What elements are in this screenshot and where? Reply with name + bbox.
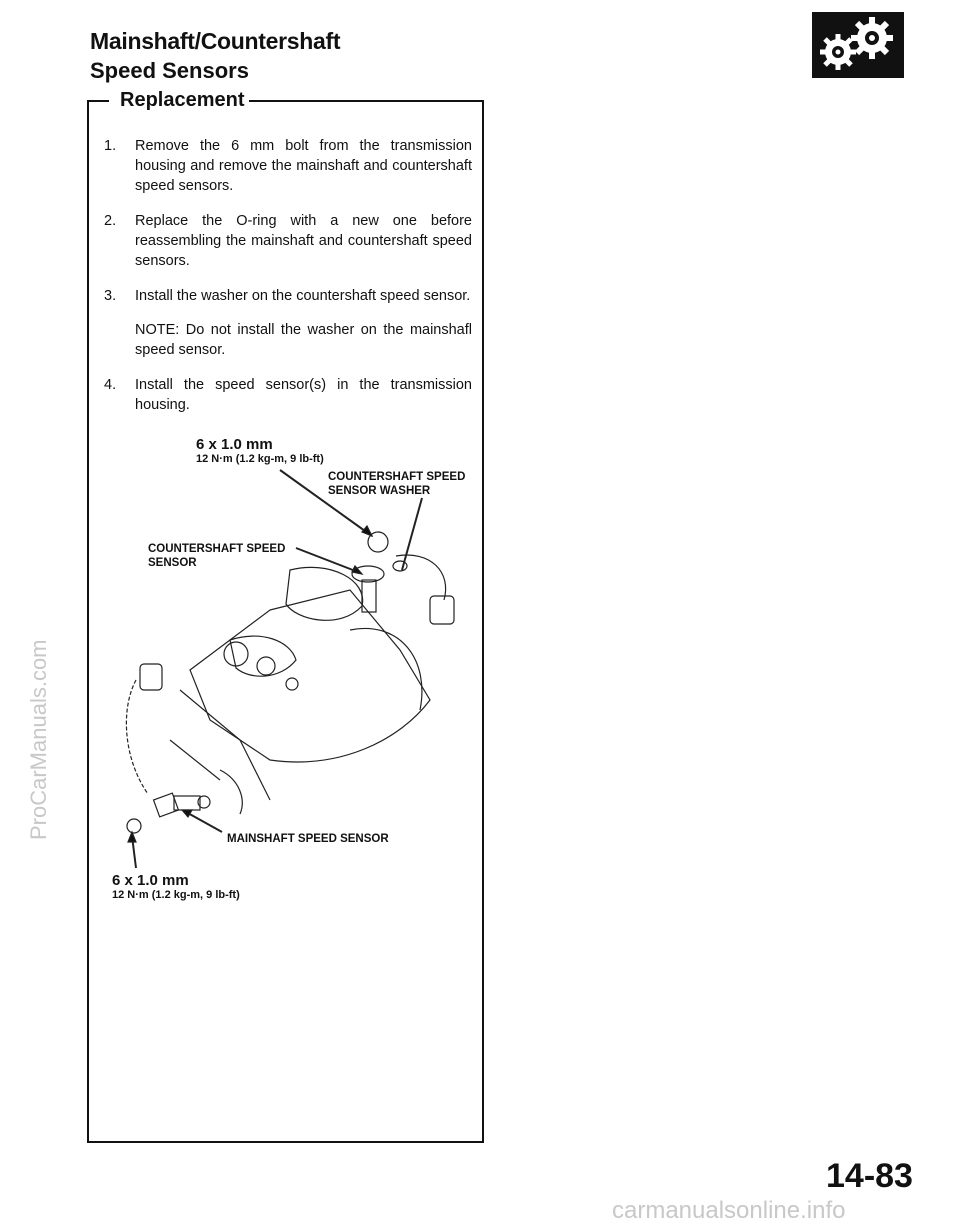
housing-port [257, 657, 275, 675]
bolt-size: 6 x 1.0 mm [196, 436, 273, 453]
housing-edge [180, 690, 270, 800]
bottom-watermark: carmanualsonline.info [612, 1197, 846, 1224]
housing-port [286, 678, 298, 690]
bolt-size: 6 x 1.0 mm [112, 872, 189, 889]
callout-mainshaft-sensor: MAINSHAFT SPEED SENSOR [227, 833, 389, 845]
housing-edge [220, 770, 242, 814]
leader-line [186, 812, 222, 832]
page-subtitle: Speed Sensors [90, 58, 249, 83]
step-2 [104, 211, 472, 271]
step-3 [104, 286, 472, 360]
leader-line [280, 470, 372, 536]
step-text: Install the speed sensor(s) in the transmission housing. [135, 377, 472, 413]
housing-boss [286, 567, 363, 620]
leader-line [402, 498, 422, 570]
section-title: Replacement [116, 89, 249, 112]
step-text: Replace the O-ring with a new one before reassembling the mainshaft and countershaft speed sensors. [135, 213, 472, 269]
leader-arrowhead [182, 810, 192, 817]
step-text: Install the washer on the countershaft speed sensor. [135, 288, 471, 304]
frame-top-rule-right [246, 100, 484, 102]
page-title: Mainshaft/Countershaft [90, 28, 341, 54]
transmission-diagram [100, 440, 480, 880]
mainshaft-sensor-bracket [154, 793, 179, 817]
torque-value: 12 N·m (1.2 kg-m, 9 lb-ft) [112, 889, 240, 901]
sensor-connector [430, 596, 454, 624]
countershaft-bolt [368, 532, 388, 552]
step-text: Remove the 6 mm bolt from the transmission housing and remove the mainshaft and countershaft speed sensors. [135, 138, 472, 194]
callout-countershaft-washer: COUNTERSHAFT SPEED SENSOR WASHER [328, 471, 466, 497]
harness-connector [140, 664, 162, 690]
step-4 [104, 375, 472, 415]
harness-wire [126, 680, 148, 794]
step-1 [104, 136, 472, 196]
step-number: 1. [104, 138, 117, 154]
frame-top-rule-left [87, 100, 109, 102]
step-number: 4. [104, 377, 117, 393]
torque-value: 12 N·m (1.2 kg-m, 9 lb-ft) [196, 453, 324, 465]
step-number: 3. [104, 288, 117, 304]
mainshaft-bolt [127, 819, 141, 833]
page-number: 14-83 [826, 1157, 913, 1195]
gears-icon [812, 12, 904, 78]
procedure-steps [104, 136, 472, 430]
leader-arrowhead [362, 526, 372, 536]
housing-port [224, 642, 248, 666]
step-note: NOTE: Do not install the washer on the mainshafl speed sensor. [135, 322, 472, 358]
housing-outline [190, 590, 430, 762]
callout-countershaft-sensor: COUNTERSHAFT SPEED SENSOR [148, 543, 286, 569]
step-number: 2. [104, 213, 117, 229]
side-watermark: ProCarManuals.com [26, 639, 51, 840]
sensor-washer [393, 561, 407, 571]
housing-edge [170, 740, 220, 780]
